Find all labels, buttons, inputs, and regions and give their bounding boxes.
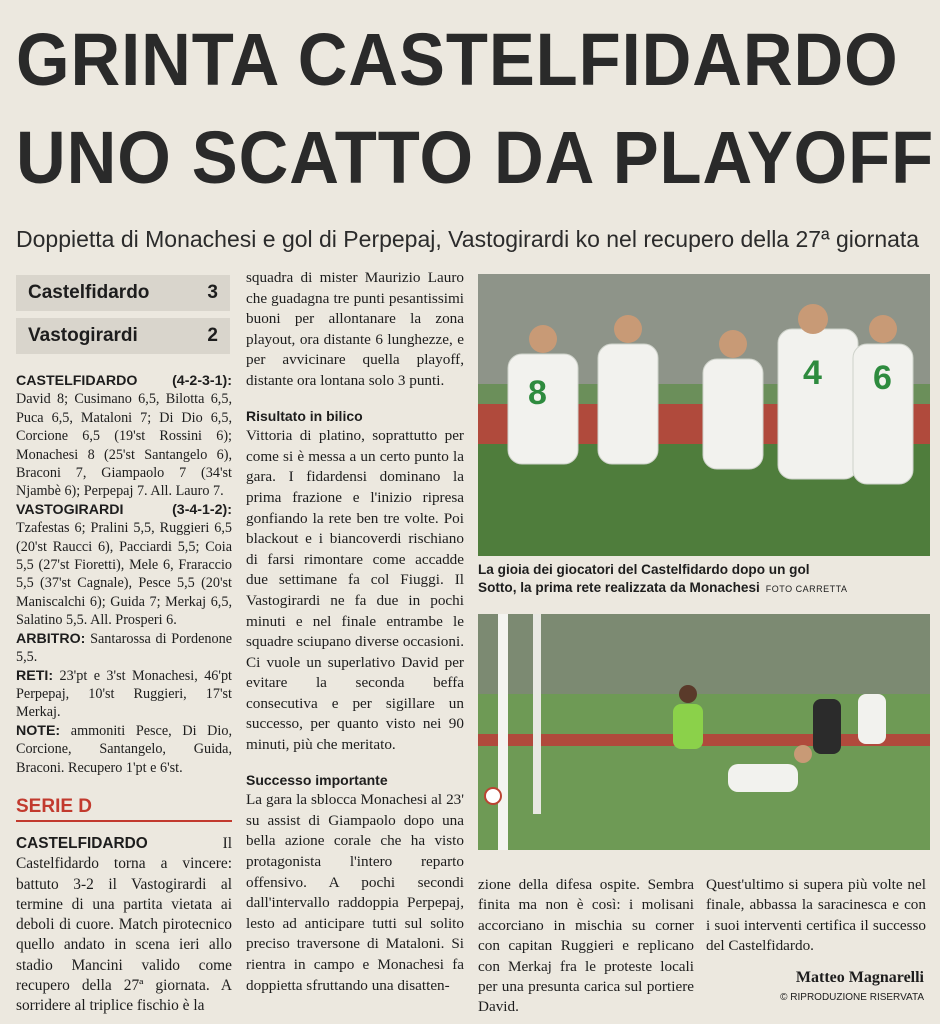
article-lead: Il Castelfidardo torna a vincere: battuto 3-2 il Vastogirardi al termine di una partita vietata ai deboli di cuore. Match pirotecnico quello andato in scena ieri allo stadio Mancini valido come recupero della 27ª giornata. A sorridere al triplice fischio è la bbox=[16, 835, 232, 1015]
score-home bbox=[16, 275, 230, 311]
away-team-name: Vastogirardi bbox=[28, 325, 138, 346]
article-column-1 bbox=[16, 834, 232, 1017]
referee-text: Santarossa di Pordenone 5,5. bbox=[16, 630, 232, 666]
home-lineup bbox=[16, 372, 232, 501]
article-col2-intro: squadra di mister Maurizio Lauro che guadagna tre punti pesantissimi buoni per allontanare la zona playout, ora distante 6 lunghezze, e per avvicinare quella playoff, distante ora lontana solo 3 punti. bbox=[246, 269, 464, 389]
photo-celebration bbox=[478, 274, 930, 556]
article-para-2: La gara la sblocca Monachesi al 23' su assist di Giampaolo dopo una bella azione corale che ha visto protagonista l'intero reparto offensivo. A pochi secondi dall'intervallo raddoppia Perpepaj, lesto ad anticipare tutti sul solito preciso traversone di Mataloni. Si rientra in campo e Monachesi fa doppietta sfruttando una disatten- bbox=[246, 791, 464, 994]
referee bbox=[16, 630, 232, 667]
home-lineup-text: David 8; Cusimano 6,5, Bilotta 6,5, Puca 6,5, Mataloni 7; Di Dio 6,5, Corcione 6,5 (19'st Rossini 6); Monachesi 8 (25'st Santangelo 6), Braconi 7, Giampaolo 7 (34'st Njambè 6); Perpepaj 7. All. Lauro 7. bbox=[16, 391, 232, 500]
referee-label: ARBITRO: bbox=[16, 630, 86, 647]
section-tag-label: SERIE D bbox=[16, 796, 93, 817]
svg-text:4: 4 bbox=[803, 354, 822, 392]
notes bbox=[16, 722, 232, 777]
home-lineup-label: CASTELFIDARDO (4-2-3-1): bbox=[16, 373, 232, 389]
article-dateline: CASTELFIDARDO bbox=[16, 835, 148, 852]
section-tag bbox=[16, 796, 232, 822]
goals bbox=[16, 667, 232, 722]
section-heading-1: Risultato in bilico bbox=[246, 407, 363, 424]
subtitle: Doppietta di Monachesi e gol di Perpepaj, Vastogirardi ko nel recupero della 27ª giornata bbox=[16, 226, 920, 252]
home-team-name: Castelfidardo bbox=[28, 282, 150, 303]
away-team-goals: 2 bbox=[207, 325, 218, 346]
away-lineup-text: Tzafestas 6; Pralini 5,5, Ruggieri 6,5 (20'st Raucci 6), Pacciardi 5,5; Coia 5,5 (27'st Fioretti), Mele 6, Fraraccio 5,5 (37'st Cagnale), Pesce 5,5 (20'st Maniscalchi 6); Guida 7; Merkaj 6,5, Salatino 5,5. All. Prosperi 6. bbox=[16, 520, 232, 629]
article-column-2 bbox=[246, 268, 464, 996]
svg-text:8: 8 bbox=[528, 374, 547, 412]
notes-label: NOTE: bbox=[16, 722, 61, 739]
photo-goal bbox=[478, 614, 930, 850]
section-heading-2: Successo importante bbox=[246, 771, 388, 788]
away-lineup bbox=[16, 501, 232, 630]
article-column-3: zione della difesa ospite. Sembra finita ma non è così: i molisani accorciano in mischia su corner con capitan Ruggieri e replicano con Merkaj fra le proteste locali per una presunta carica sul portiere David. bbox=[478, 876, 694, 1016]
article-column-4: Quest'ultimo si supera più volte nel finale, abbassa la saracinesca e con i suoi interventi certifica il successo del Castelfidardo. bbox=[706, 876, 926, 955]
notes-text: ammoniti Pesce, Di Dio, Corcione, Santangelo, Guida, Braconi. Recupero 1'pt e 6'st. bbox=[16, 722, 233, 776]
home-team-goals: 3 bbox=[207, 282, 218, 303]
match-report-box bbox=[16, 372, 232, 777]
headline-line-2: UNO SCATTO DA PLAYOFF bbox=[16, 116, 935, 199]
svg-text:6: 6 bbox=[873, 359, 892, 397]
caption-line-1: La gioia dei giocatori del Castelfidardo dopo un gol bbox=[478, 562, 810, 577]
photo-caption bbox=[478, 561, 930, 598]
article-para-1: Vittoria di platino, soprattutto per come si è messa a un certo punto la gara. I fidardensi dominano la prima frazione e l'inizio ripresa gonfiando la rete ben tre volte. Poi blackout e i biancoverdi rischiano di farsi rimontare come accadde due settimane fa col Fiuggi. Il Vastogirardi ne fa due in pochi minuti e nel finale entrambe le squadre sciupano diverse occasioni. Ci vuole un superlativo David per evitare la seconda beffa consecutiva e per sigillare un successo, per quanto visto nei 90 minuti, più che meritato. bbox=[246, 427, 464, 754]
away-lineup-label: VASTOGIRARDI (3-4-1-2): bbox=[16, 501, 232, 518]
goals-label: RETI: bbox=[16, 667, 54, 684]
goals-text: 23'pt e 3'st Monachesi, 46'pt Perpepaj, 10'st Ruggieri, 17'st Merkaj. bbox=[16, 667, 232, 721]
headline-line-1: GRINTA CASTELFIDARDO bbox=[16, 18, 899, 101]
score-away bbox=[16, 318, 230, 354]
author-byline: Matteo Magnarelli bbox=[795, 969, 924, 986]
caption-line-2: Sotto, la prima rete realizzata da Monachesi bbox=[478, 580, 760, 595]
photo-credit: FOTO CARRETTA bbox=[765, 584, 848, 594]
copyright-notice: © RIPRODUZIONE RISERVATA bbox=[780, 992, 924, 1003]
